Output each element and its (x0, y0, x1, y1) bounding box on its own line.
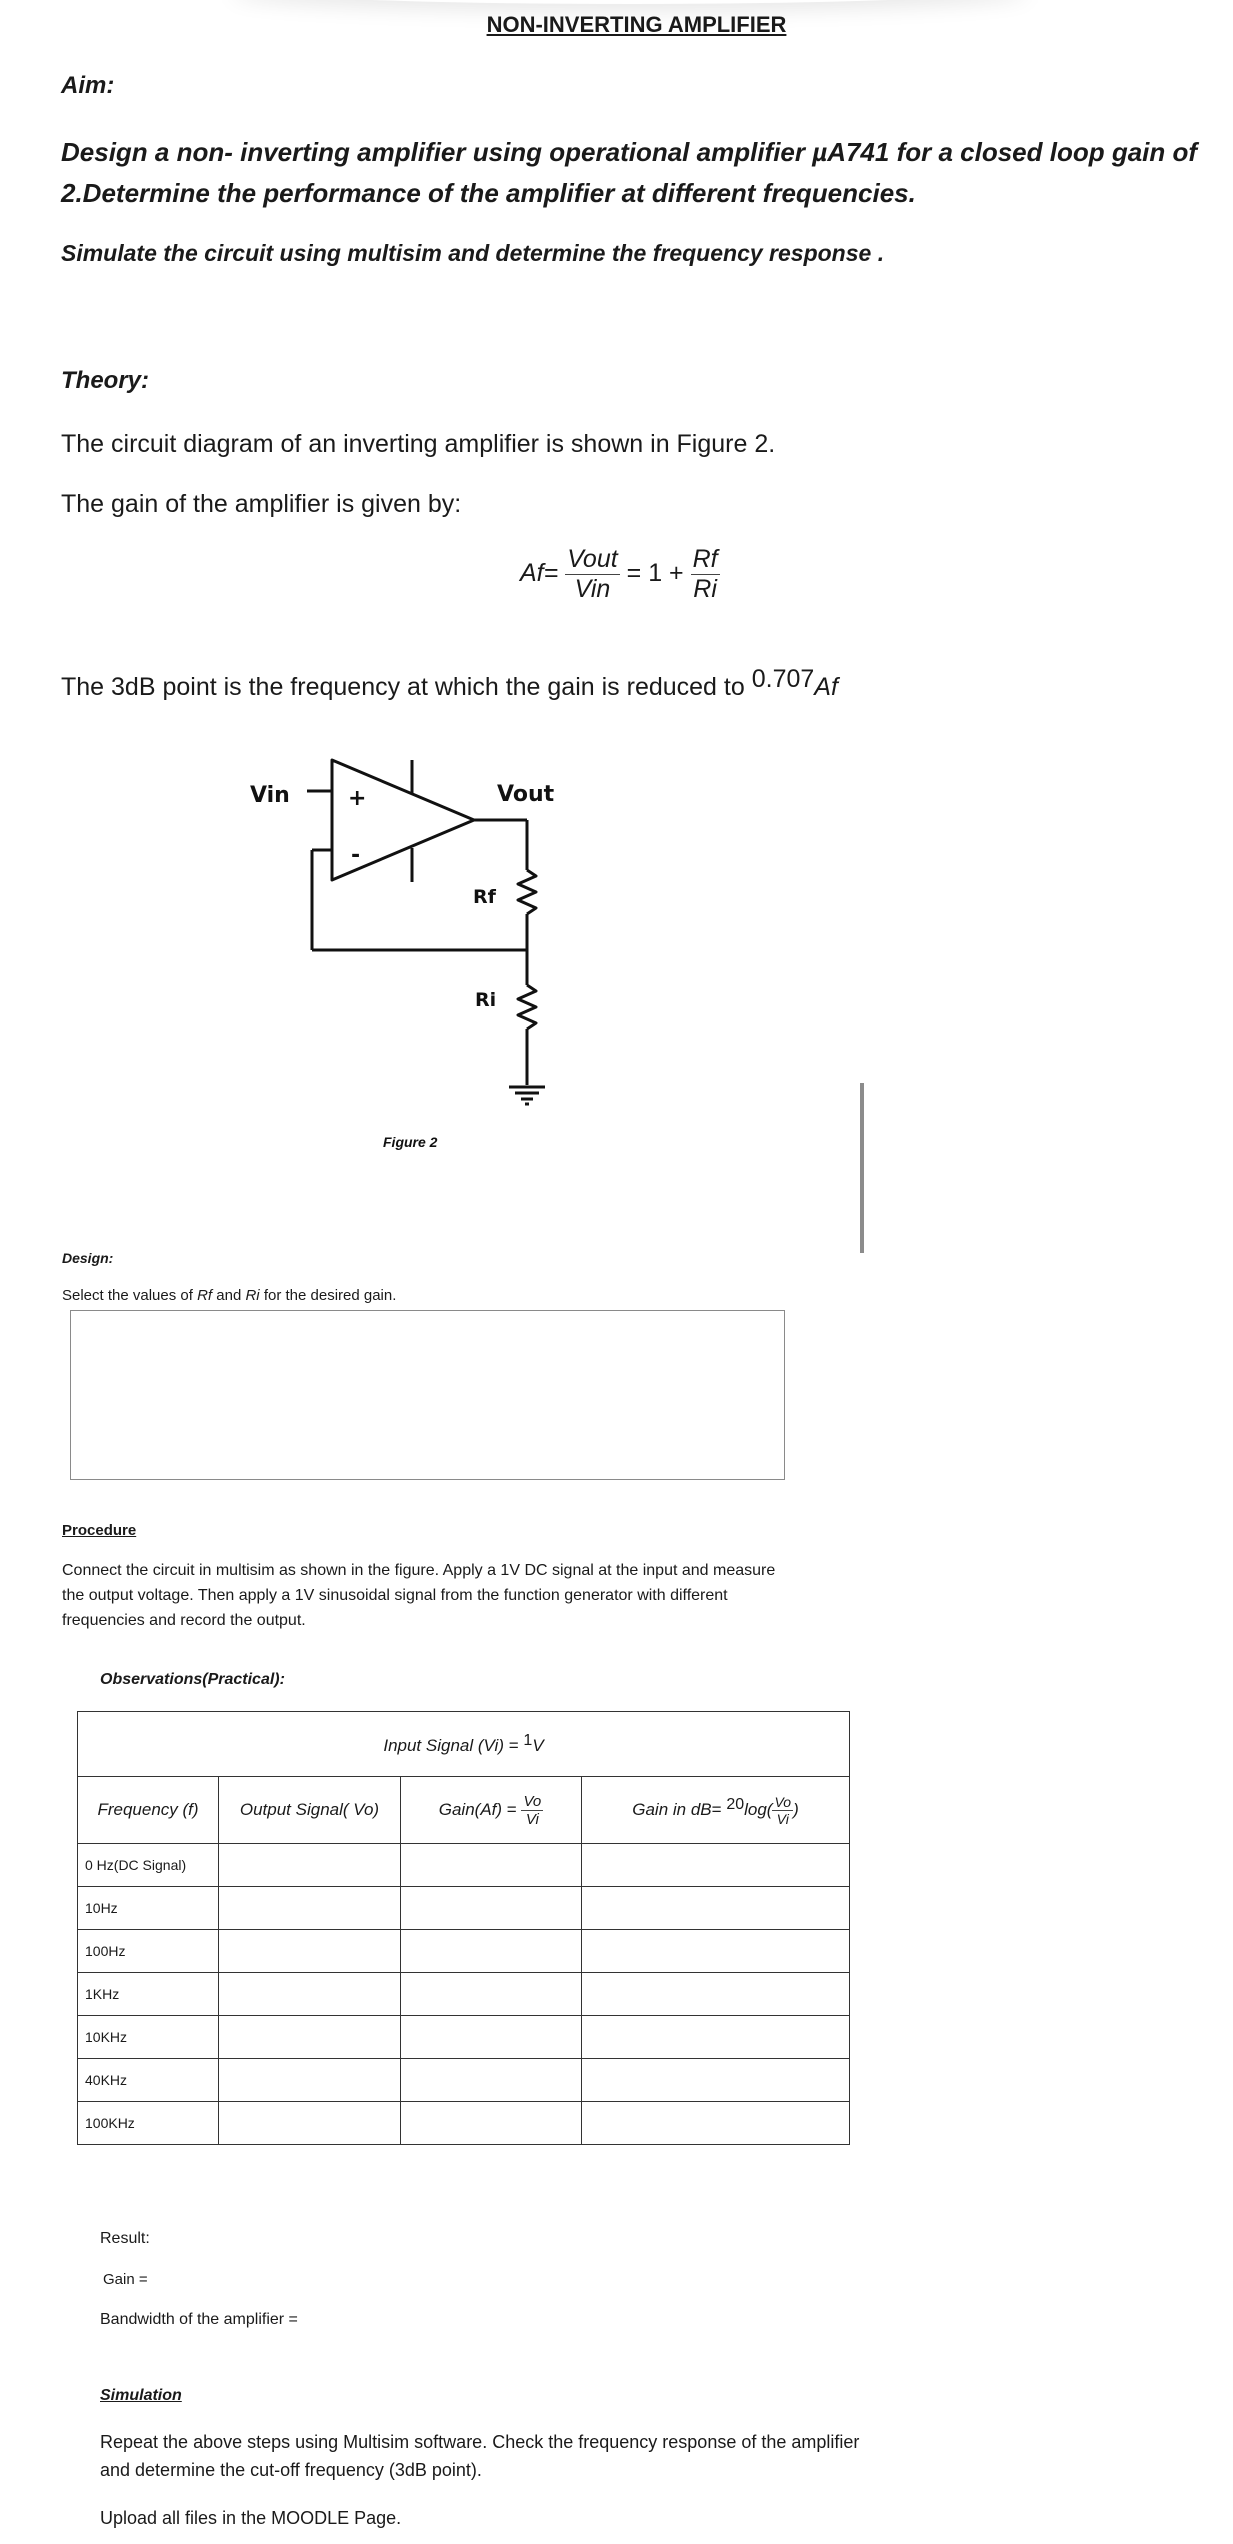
formula-den-2: Ri (693, 575, 717, 603)
theory-3db-suffix: Af (814, 673, 838, 701)
gain-db-header-fraction (772, 1794, 793, 1827)
output-cell[interactable] (219, 1973, 401, 2016)
col-header-frequency: Frequency (f) (78, 1777, 219, 1844)
output-cell[interactable] (219, 2016, 401, 2059)
gain-db-header-den: Vi (776, 1810, 789, 1827)
table-row (78, 1973, 850, 2016)
formula-num-1: Vout (567, 545, 618, 573)
formula-num-2: Rf (692, 545, 718, 573)
design-heading: Design: (62, 1250, 114, 1266)
design-instruction-pre: Select the values of (62, 1287, 193, 1304)
circuit-diagram (0, 0, 1233, 1200)
theory-3db-text: The 3dB point is the frequency at which the gain is reduced to (61, 673, 745, 701)
observations-table (77, 1711, 850, 2145)
gain-cell[interactable] (401, 2102, 582, 2145)
inverting-minus-label: - (351, 843, 361, 868)
simulation-text: Repeat the above steps using Multisim software. Check the frequency response of the amplifier and determine the cut-off frequency (3dB point). (100, 2432, 860, 2480)
table-row (78, 1887, 850, 1930)
col-header-gain (401, 1777, 582, 1844)
result-bandwidth: Bandwidth of the amplifier = (100, 2311, 298, 2328)
gain-cell[interactable] (401, 2016, 582, 2059)
theory-heading: Theory: (61, 367, 150, 394)
gain-header-fraction (521, 1793, 543, 1828)
gain-header-den: Vi (525, 1810, 539, 1828)
page-title: NON-INVERTING AMPLIFIER (486, 12, 787, 37)
vout-label: Vout (497, 782, 555, 807)
aim-statement: Design a non- inverting amplifier using operational amplifier µA741 for a closed loop gain of 2.Determine the performance of the amplifier at different frequencies. (61, 137, 1198, 208)
simulation-upload: Upload all files in the MOODLE Page. (100, 2508, 402, 2528)
input-signal-label: Input Signal (Vi) (383, 1736, 504, 1755)
table-header-row (78, 1777, 850, 1844)
rf-resistor (518, 870, 536, 914)
input-signal-value: 1 (523, 1732, 533, 1749)
output-cell[interactable] (219, 1844, 401, 1887)
col-header-gain-db (582, 1777, 850, 1844)
theory-line-1: The circuit diagram of an inverting amplifier is shown in Figure 2. (61, 430, 776, 458)
table-row (78, 1930, 850, 1973)
gain-db-cell[interactable] (582, 2016, 850, 2059)
gain-header-eq: = (506, 1799, 517, 1819)
gain-cell[interactable] (401, 2059, 582, 2102)
gain-db-cell[interactable] (582, 2102, 850, 2145)
theory-3db-value: 0.707 (751, 665, 815, 693)
gain-db-cell[interactable] (582, 1844, 850, 1887)
gain-cell[interactable] (401, 1887, 582, 1930)
gain-cell[interactable] (401, 1844, 582, 1887)
aim-simulate-line: Simulate the circuit using multisim and determine the frequency response . (61, 240, 885, 266)
frequency-cell: 1KHz (78, 1973, 219, 2016)
table-row (78, 2102, 850, 2145)
design-instruction-post: for the desired gain. (263, 1287, 397, 1304)
design-ri: Ri (245, 1287, 260, 1304)
gain-db-cell[interactable] (582, 2059, 850, 2102)
gain-db-header-num: Vo (774, 1793, 792, 1810)
design-answer-box[interactable] (70, 1310, 785, 1480)
procedure-heading: Procedure (62, 1522, 137, 1539)
output-cell[interactable] (219, 2059, 401, 2102)
simulation-heading: Simulation (100, 2387, 182, 2404)
figure-caption: Figure 2 (383, 1134, 438, 1150)
design-rf: Rf (197, 1287, 213, 1304)
result-gain: Gain = (103, 2271, 148, 2288)
col-header-output: Output Signal( Vo) (219, 1777, 401, 1844)
procedure-text: Connect the circuit in multisim as shown in the figure. Apply a 1V DC signal at the input and measure the output voltage. Then apply a 1V sinusoidal signal from the function generator with different frequencies and record the output. (62, 1562, 776, 1629)
theory-line-2: The gain of the amplifier is given by: (61, 490, 462, 518)
formula-lhs: Af= (520, 559, 559, 588)
output-cell[interactable] (219, 1887, 401, 1930)
frequency-cell: 100KHz (78, 2102, 219, 2145)
design-instruction (62, 1287, 396, 1304)
aim-heading: Aim: (61, 72, 115, 99)
gain-db-cell[interactable] (582, 1887, 850, 1930)
table-row (78, 1844, 850, 1887)
observations-heading: Observations(Practical): (100, 1671, 285, 1688)
frequency-cell: 10KHz (78, 2016, 219, 2059)
input-signal-unit: V (532, 1736, 544, 1755)
gain-db-header-coef: 20 (726, 1795, 745, 1813)
input-signal-eq: = (508, 1736, 519, 1755)
formula-mid: = 1 + (626, 559, 684, 588)
gain-db-header-label: Gain in dB (632, 1799, 712, 1819)
vin-label: Vin (250, 783, 290, 808)
design-and: and (216, 1287, 242, 1304)
frequency-cell: 0 Hz(DC Signal) (78, 1844, 219, 1887)
ground-icon (509, 1087, 545, 1104)
gain-db-header-func: log( (744, 1799, 773, 1819)
gain-db-cell[interactable] (582, 1973, 850, 2016)
result-heading: Result: (100, 2230, 150, 2247)
output-cell[interactable] (219, 2102, 401, 2145)
table-row (78, 2016, 850, 2059)
frequency-cell: 10Hz (78, 1887, 219, 1930)
table-row (78, 2059, 850, 2102)
rf-label: Rf (473, 886, 496, 908)
gain-db-cell[interactable] (582, 1930, 850, 1973)
gain-db-header-eq: = (711, 1799, 722, 1819)
input-signal-cell (78, 1712, 850, 1777)
gain-header-num: Vo (523, 1792, 542, 1810)
gain-db-header-close: ) (793, 1799, 799, 1819)
ri-label: Ri (475, 989, 497, 1011)
gain-cell[interactable] (401, 1973, 582, 2016)
noninverting-plus-label: + (348, 786, 367, 811)
scrollbar[interactable] (860, 1083, 864, 1253)
gain-header-label: Gain(Af) (438, 1799, 503, 1819)
ri-resistor (518, 985, 536, 1029)
input-signal-row (78, 1712, 850, 1777)
output-cell[interactable] (219, 1930, 401, 1973)
frequency-cell: 100Hz (78, 1930, 219, 1973)
gain-cell[interactable] (401, 1930, 582, 1973)
formula-den-1: Vin (574, 575, 611, 603)
frequency-cell: 40KHz (78, 2059, 219, 2102)
